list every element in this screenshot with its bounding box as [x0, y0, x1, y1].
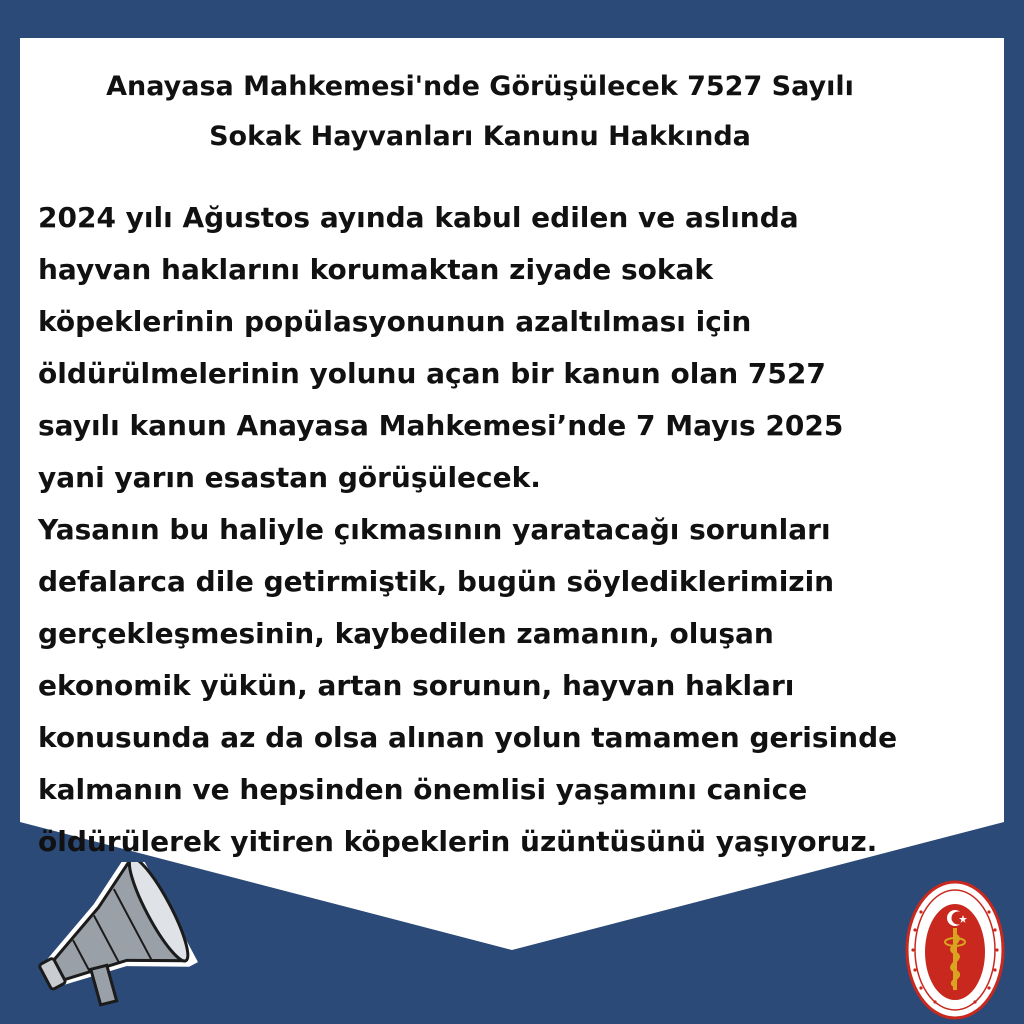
- text-line: konusunda az da olsa alınan yolun tamamen gerisinde: [38, 721, 898, 754]
- text-line: yani yarın esastan görüşülecek.: [38, 461, 541, 494]
- text-line: 2024 yılı Ağustos ayında kabul edilen ve aslında: [38, 201, 799, 234]
- title-line-1: Anayasa Mahkemesi'nde Görüşülecek 7527 Sayılı: [106, 71, 854, 102]
- text-line: defalarca dile getirmiştik, bugün söylediklerimizin: [38, 565, 835, 598]
- text-line: Yasanın bu haliyle çıkmasının yaratacağı sorunları: [38, 513, 831, 546]
- text-line: hayvan haklarını korumaktan ziyade sokak: [38, 253, 714, 286]
- text-line: öldürülerek yitiren köpeklerin üzüntüsünü yaşıyoruz.: [38, 825, 878, 858]
- text-line: kalmanın ve hepsinden önemlisi yaşamını canice: [38, 773, 808, 806]
- text-line: köpeklerinin popülasyonunun azaltılması için: [38, 305, 752, 338]
- megaphone-icon: [18, 862, 198, 1012]
- text-line: öldürülmelerinin yolunu açan bir kanun olan 7527: [38, 357, 826, 390]
- bursa-veteriner-hekimler-odasi-seal: [905, 880, 1005, 1020]
- page-title: [40, 62, 920, 162]
- text-line: ekonomik yükün, artan sorunun, hayvan hakları: [38, 669, 795, 702]
- text-line: gerçekleşmesinin, kaybedilen zamanın, oluşan: [38, 617, 774, 650]
- announcement-text: [38, 192, 988, 868]
- title-line-2: Sokak Hayvanları Kanunu Hakkında: [209, 121, 751, 152]
- text-line: sayılı kanun Anayasa Mahkemesi’nde 7 Mayıs 2025: [38, 409, 844, 442]
